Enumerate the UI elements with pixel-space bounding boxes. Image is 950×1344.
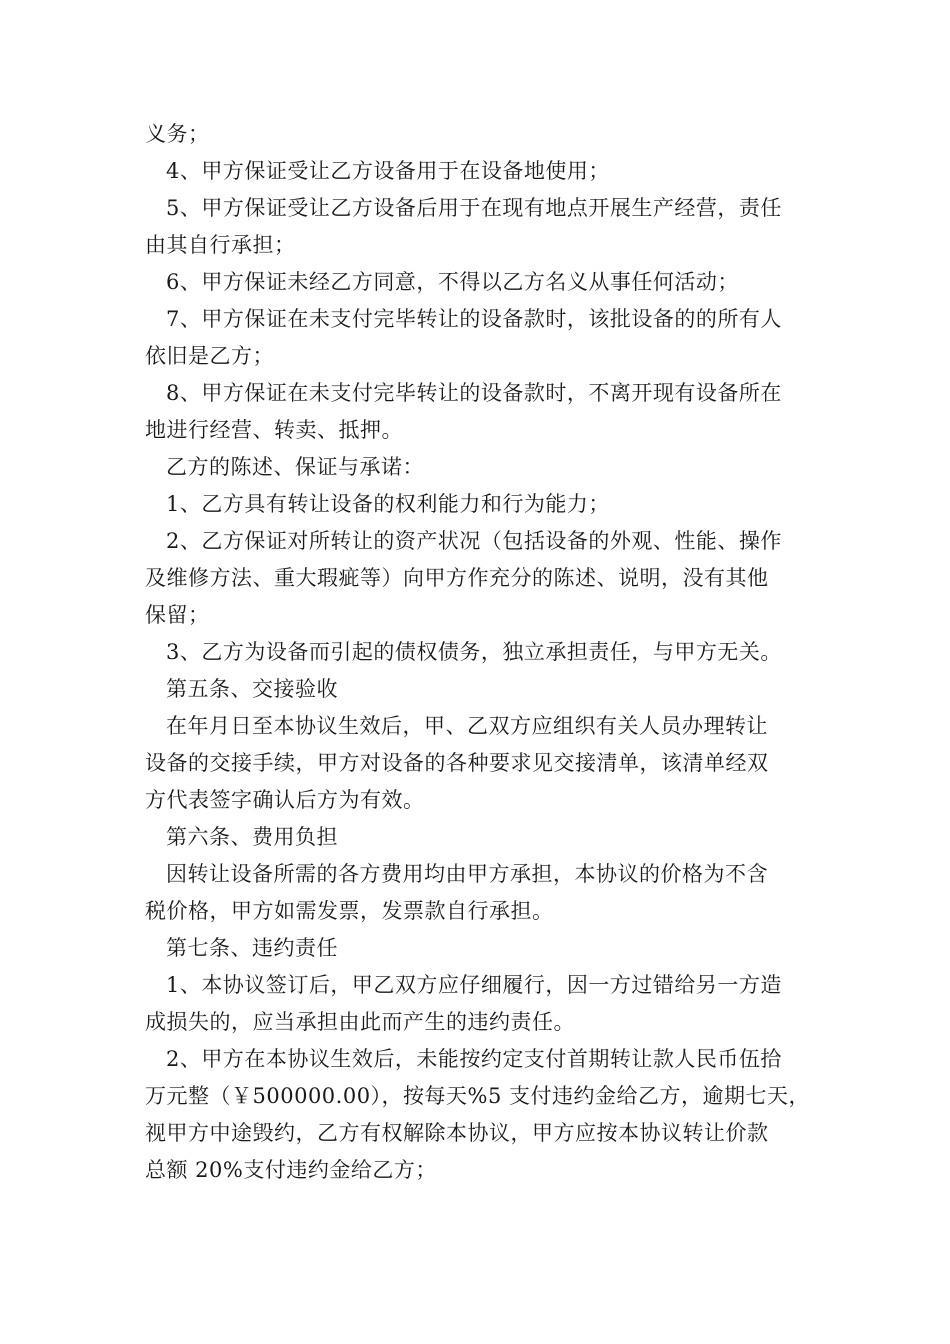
- document-line: 总额 20%支付违约金给乙方；: [145, 1158, 437, 1182]
- document-body: [145, 116, 815, 1189]
- document-line: 设备的交接手续，甲方对设备的各种要求见交接清单，该清单经双: [145, 751, 769, 775]
- document-line: 及维修方法、重大瑕疵等）向甲方作充分的陈述、说明，没有其他: [145, 566, 769, 590]
- document-line: 1、乙方具有转让设备的权利能力和行为能力；: [166, 492, 610, 516]
- document-line: 成损失的，应当承担由此而产生的违约责任。: [145, 1010, 575, 1034]
- document-line: 6、甲方保证未经乙方同意，不得以乙方名义从事任何活动；: [166, 270, 739, 294]
- document-line: 在年月日至本协议生效后，甲、乙双方应组织有关人员办理转让: [166, 714, 768, 738]
- document-line: 2、乙方保证对所转让的资产状况（包括设备的外观、性能、操作: [166, 529, 782, 553]
- document-line: 方代表签字确认后方为有效。: [145, 788, 425, 812]
- document-line: 因转让设备所需的各方费用均由甲方承担，本协议的价格为不含: [166, 862, 768, 886]
- document-line: 1、本协议签订后，甲乙双方应仔细履行，因一方过错给另一方造: [166, 973, 782, 997]
- document-line: 义务；: [145, 122, 210, 146]
- document-line: 8、甲方保证在未支付完毕转让的设备款时，不离开现有设备所在: [166, 381, 782, 405]
- document-line: 地进行经营、转卖、抵押。: [145, 418, 403, 442]
- document-line: 乙方的陈述、保证与承诺：: [166, 455, 424, 479]
- document-line: 4、甲方保证受让乙方设备用于在设备地使用；: [166, 159, 610, 183]
- document-line: 第六条、费用负担: [166, 825, 338, 849]
- document-line: 视甲方中途毁约，乙方有权解除本协议，甲方应按本协议转让价款: [145, 1121, 769, 1145]
- document-line: 税价格，甲方如需发票，发票款自行承担。: [145, 899, 554, 923]
- document-line: 5、甲方保证受让乙方设备后用于在现有地点开展生产经营，责任: [166, 196, 782, 220]
- document-line: 2、甲方在本协议生效后，未能按约定支付首期转让款人民币伍拾: [166, 1047, 782, 1071]
- document-line: 3、乙方为设备而引起的债权债务，独立承担责任，与甲方无关。: [166, 640, 782, 664]
- document-line: 依旧是乙方；: [145, 344, 274, 368]
- document-line: 保留；: [145, 603, 210, 627]
- document-line: 第五条、交接验收: [166, 677, 338, 701]
- document-line: 第七条、违约责任: [166, 936, 338, 960]
- document-line: 由其自行承担；: [145, 233, 296, 257]
- document-line: 万元整（￥500000.00），按每天%5 支付违约金给乙方，逾期七天，: [145, 1084, 811, 1108]
- document-line: 7、甲方保证在未支付完毕转让的设备款时，该批设备的的所有人: [166, 307, 782, 331]
